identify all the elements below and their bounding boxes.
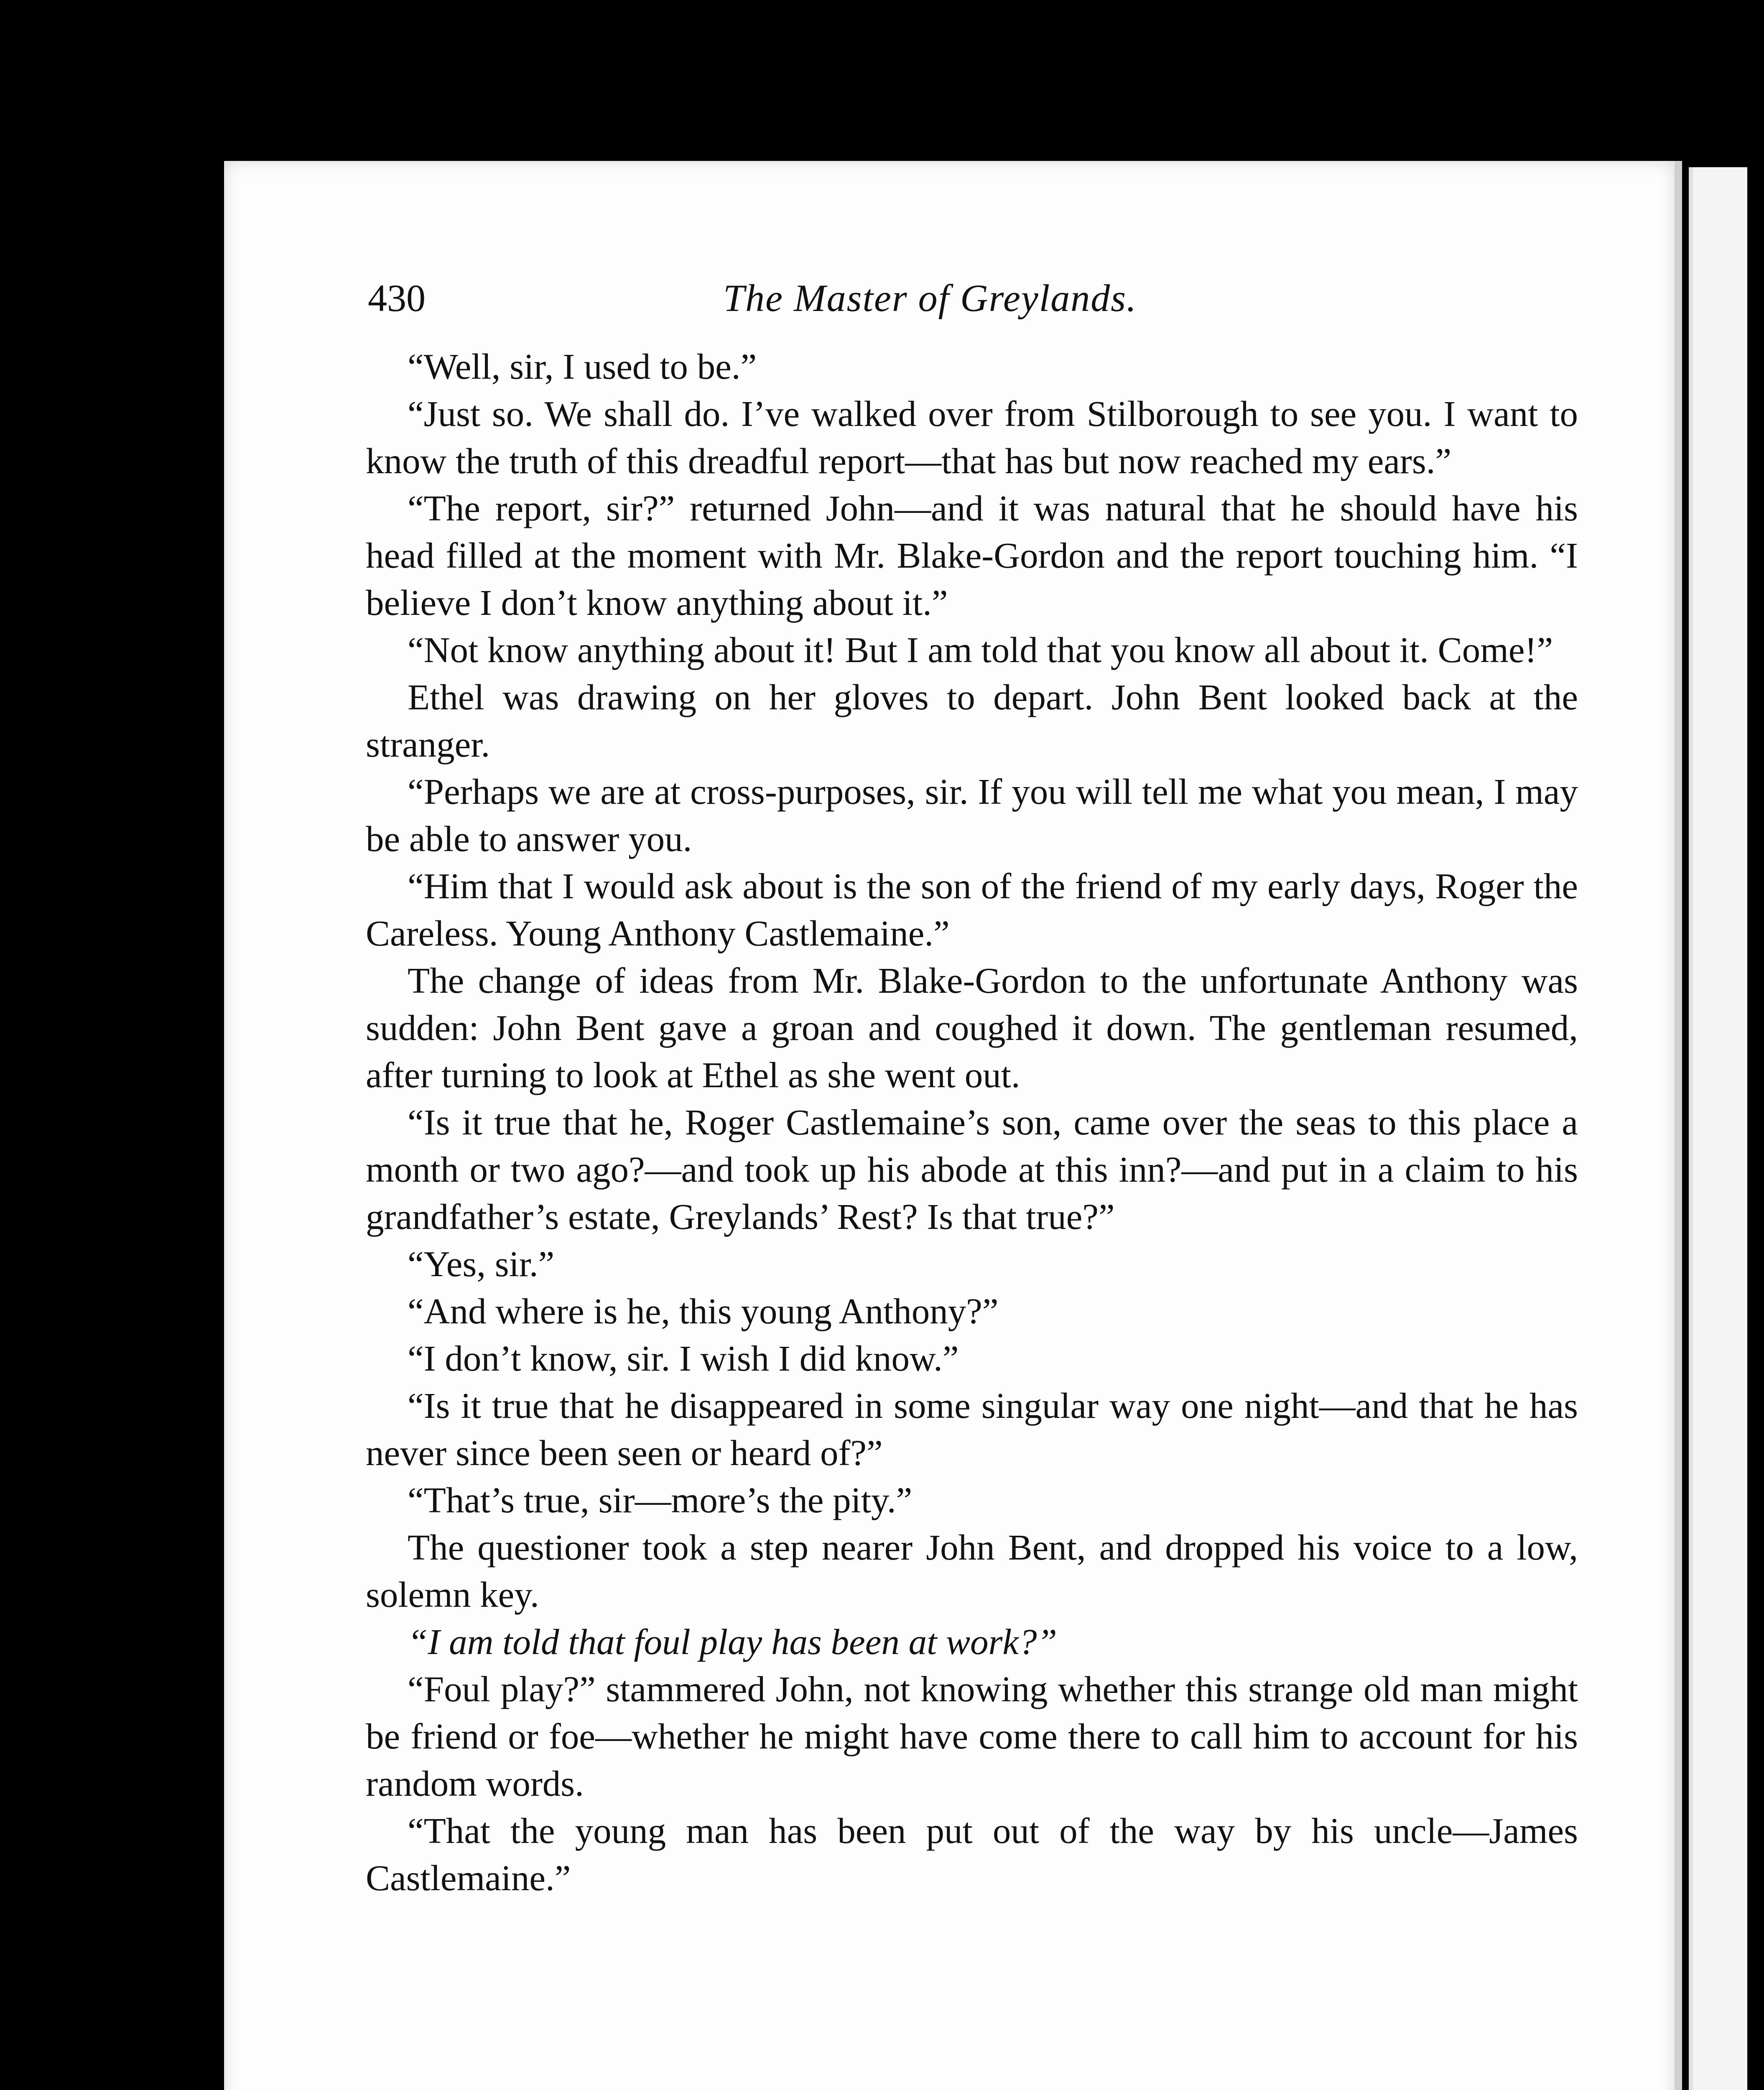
paragraph: “That’s true, sir—more’s the pity.”	[408, 1480, 913, 1520]
paragraph-italic: “I am told that foul play has been at work?”	[408, 1621, 1057, 1662]
paragraph: “Perhaps we are at cross-purposes, sir. If you will tell me what you mean, I may be able to answer you.	[366, 771, 1578, 859]
paragraph: “Well, sir, I used to be.”	[408, 346, 757, 387]
book-title: The Master of Greylands.	[723, 277, 1137, 319]
paragraph: “Him that I would ask about is the son of the friend of my early days, Roger the Careless. Young Anthony Castlemaine.”	[366, 866, 1578, 953]
paragraph: “Not know anything about it! But I am told that you know all about it. Come!”	[408, 630, 1553, 670]
next-page-edge	[1689, 167, 1747, 2090]
paragraph: The questioner took a step nearer John Bent, and dropped his voice to a low, solemn key.	[366, 1527, 1578, 1615]
paragraph: “Is it true that he disappeared in some singular way one night—and that he has never since been seen or heard of?”	[366, 1385, 1578, 1473]
paragraph: “Is it true that he, Roger Castlemaine’s son, came over the seas to this place a month or two ago?—and took up his abode at this inn?—and put in a claim to his grandfather’s estate, Greylands’ Rest? Is that true?”	[366, 1102, 1578, 1237]
paragraph: “And where is he, this young Anthony?”	[408, 1291, 999, 1331]
paragraph: “I don’t know, sir. I wish I did know.”	[408, 1338, 959, 1379]
paragraph: “The report, sir?” returned John—and it was natural that he should have his head filled at the moment with Mr. Blake-Gordon and the report touching him. “I believe I don’t know anything about it.”	[366, 488, 1578, 623]
paragraph: “Foul play?” stammered John, not knowing whether this strange old man might be friend or foe—whether he might have come there to call him to account for his random words.	[366, 1669, 1578, 1804]
paragraph: “That the young man has been put out of the way by his uncle—James Castlemaine.”	[366, 1810, 1578, 1898]
body-text	[366, 343, 1578, 1901]
paragraph: “Just so. We shall do. I’ve walked over from Stilborough to see you. I want to know the truth of this dreadful report—that has but now reached my ears.”	[366, 393, 1578, 481]
paragraph: “Yes, sir.”	[408, 1244, 555, 1284]
paragraph: The change of ideas from Mr. Blake-Gordon to the unfortunate Anthony was sudden: John Bent gave a groan and coughed it down. The gentleman resumed, after turning to look at Ethel as she went out.	[366, 960, 1578, 1095]
page-number: 430	[368, 277, 426, 319]
running-head	[368, 276, 1622, 326]
paragraph: Ethel was drawing on her gloves to depart. John Bent looked back at the stranger.	[366, 677, 1578, 765]
